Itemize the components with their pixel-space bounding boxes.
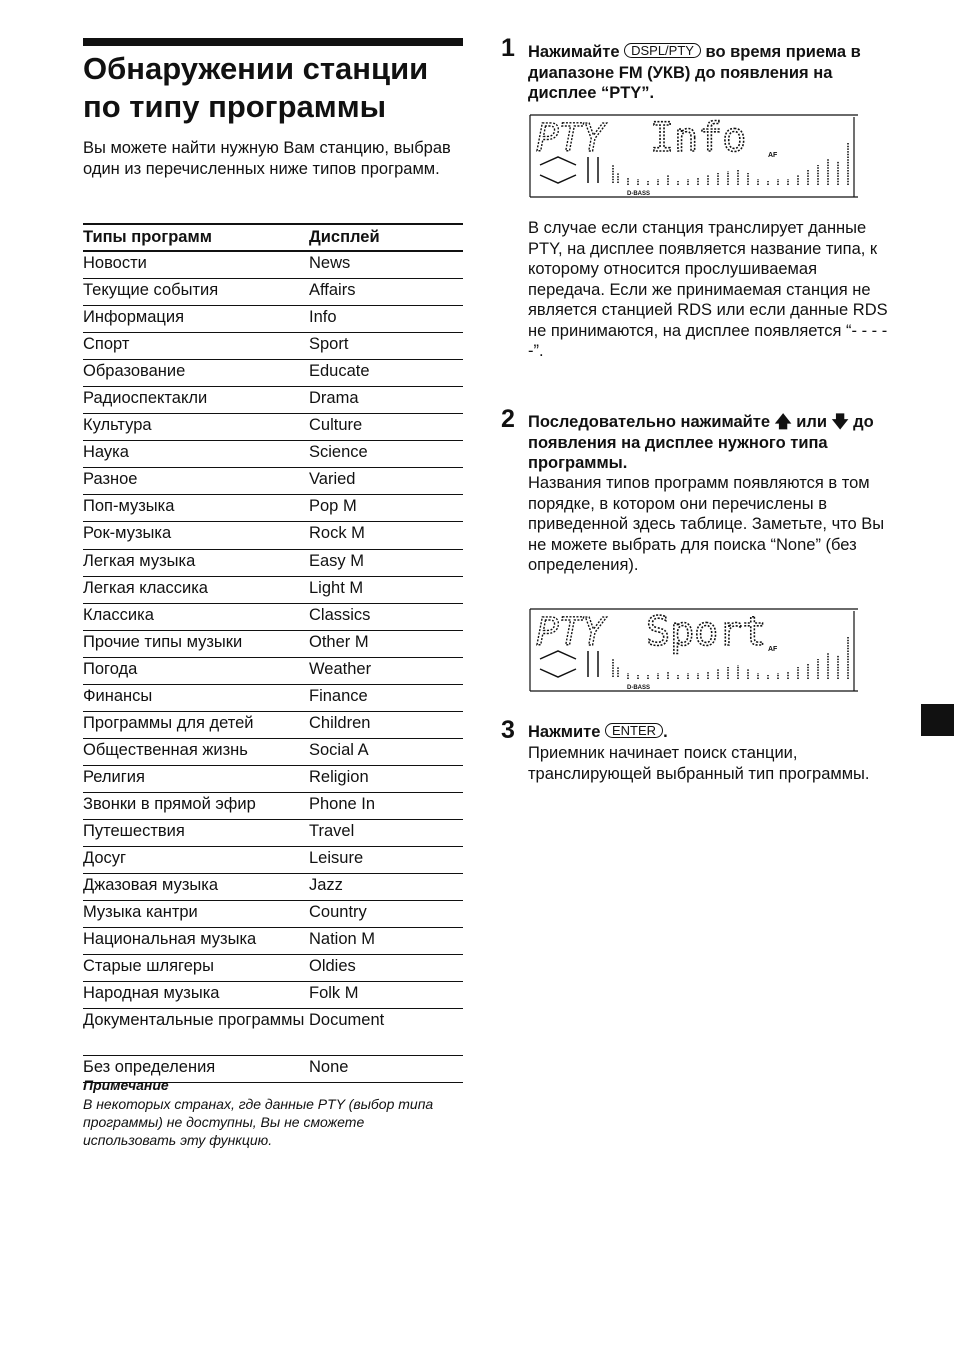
step-1-head-pre: Нажимайте (528, 43, 620, 61)
display-name-cell: Children (309, 711, 463, 738)
step-1-body: В случае если станция транслирует данные PTY, на дисплее появляется название типа, к которому относится прослушиваемая передача. Если же принимаемая станция не является станцией RDS или если данные RDS не принимаются, на дисплее появляется “- - - - -”. (528, 219, 888, 360)
display-name-cell: Country (309, 901, 463, 928)
program-type-cell: Документальные программы (83, 1009, 309, 1056)
step-2-number: 2 (501, 405, 515, 433)
table-row (83, 522, 463, 549)
table-row (83, 387, 463, 414)
display-name-cell: Other M (309, 630, 463, 657)
program-type-cell: Народная музыка (83, 982, 309, 1009)
lcd-af-label: AF (768, 646, 778, 653)
table-row (83, 1009, 463, 1056)
page-title: Обнаружении станции по типу программы (83, 51, 429, 124)
table-row (83, 251, 463, 279)
display-name-cell: Culture (309, 414, 463, 441)
step-2-head-post: до появления на дисплее нужного типа программы. (528, 413, 874, 472)
side-tab-marker (921, 704, 954, 736)
program-type-cell: Информация (83, 306, 309, 333)
table-row (83, 684, 463, 711)
program-type-cell: Общественная жизнь (83, 738, 309, 765)
program-type-cell: Звонки в прямой эфир (83, 792, 309, 819)
step-2-body: Названия типов программ появляются в том порядке, в котором они перечислены в приведенной здесь таблице. Заметьте, что Вы не можете выбрать для поиска “None” (без определения). (528, 474, 885, 574)
table-row (83, 955, 463, 982)
display-name-cell: Affairs (309, 279, 463, 306)
display-name-cell: Travel (309, 819, 463, 846)
lcd-display-sport (528, 607, 858, 693)
program-type-cell: Без определения (83, 1056, 309, 1083)
program-type-cell: Погода (83, 657, 309, 684)
lcd-volume-icon (540, 157, 598, 183)
program-type-cell: Радиоспектакли (83, 387, 309, 414)
table-body (83, 251, 463, 1083)
display-name-cell: Oldies (309, 955, 463, 982)
step-1-number: 1 (501, 34, 515, 62)
program-type-cell: Разное (83, 468, 309, 495)
lcd-left-text: PTY (536, 116, 605, 160)
down-arrow-icon: 🡇 (831, 413, 849, 431)
program-type-cell: Поп-музыка (83, 495, 309, 522)
title-rule (83, 38, 463, 46)
program-type-cell: Спорт (83, 333, 309, 360)
display-name-cell: Easy M (309, 549, 463, 576)
display-name-cell: Sport (309, 333, 463, 360)
display-name-cell: Finance (309, 684, 463, 711)
display-name-cell: Religion (309, 765, 463, 792)
display-name-cell: Science (309, 441, 463, 468)
table-header-row (83, 224, 463, 251)
display-name-cell: Nation M (309, 928, 463, 955)
table-row (83, 576, 463, 603)
display-name-cell: None (309, 1056, 463, 1083)
display-name-cell: Document (309, 1009, 463, 1056)
program-type-cell: Легкая музыка (83, 549, 309, 576)
lcd-dbass-label: D-BASS (627, 685, 651, 691)
lcd-right-text: Sport (646, 609, 767, 655)
table-row (83, 847, 463, 874)
header-program-types: Типы программ (83, 224, 309, 251)
display-name-cell: Light M (309, 576, 463, 603)
program-type-cell: Джазовая музыка (83, 874, 309, 901)
program-type-cell: Финансы (83, 684, 309, 711)
program-type-cell: Новости (83, 251, 309, 279)
program-type-cell: Прочие типы музыки (83, 630, 309, 657)
table-row (83, 603, 463, 630)
program-type-cell: Рок-музыка (83, 522, 309, 549)
table-row (83, 819, 463, 846)
lcd-af-label: AF (768, 152, 778, 159)
display-name-cell: Classics (309, 603, 463, 630)
lcd-left-text: PTY (536, 610, 605, 654)
table-row (83, 414, 463, 441)
step-1-heading (528, 42, 888, 104)
display-name-cell: Social A (309, 738, 463, 765)
intro-text: Вы можете найти нужную Вам станцию, выбрав один из перечисленных ниже типов программ. (83, 139, 451, 178)
program-type-cell: Путешествия (83, 819, 309, 846)
step-3-body: Приемник начинает поиск станции, транслирующей выбранный тип программы. (528, 744, 870, 783)
up-arrow-icon: 🡅 (774, 413, 792, 431)
step-1-head-post: во время приема в диапазоне FM (УКВ) до появления на дисплее “PTY”. (528, 43, 861, 102)
program-type-cell: Легкая классика (83, 576, 309, 603)
step-2-heading (528, 412, 888, 474)
lcd-display-info (528, 113, 858, 199)
program-type-cell: Музыка кантри (83, 901, 309, 928)
table-row (83, 792, 463, 819)
note-text: В некоторых странах, где данные PTY (выбор типа программы) не доступны, Вы не сможете использовать эту функцию. (83, 1096, 434, 1148)
program-type-cell: Классика (83, 603, 309, 630)
program-type-cell: Национальная музыка (83, 928, 309, 955)
step-3-number: 3 (501, 716, 515, 744)
display-name-cell: Folk M (309, 982, 463, 1009)
table-row (83, 928, 463, 955)
step-3-head-pre: Нажмите (528, 723, 601, 741)
program-type-cell: Образование (83, 360, 309, 387)
step-2-head-mid: или (796, 413, 827, 431)
table-row (83, 441, 463, 468)
program-type-cell: Старые шлягеры (83, 955, 309, 982)
step-3-head-post: . (663, 723, 668, 741)
display-name-cell: News (309, 251, 463, 279)
display-name-cell: Info (309, 306, 463, 333)
display-name-cell: Phone In (309, 792, 463, 819)
program-type-cell: Наука (83, 441, 309, 468)
lcd-volume-icon (540, 651, 598, 677)
table-row (83, 333, 463, 360)
table-row (83, 657, 463, 684)
program-type-cell: Религия (83, 765, 309, 792)
display-name-cell: Drama (309, 387, 463, 414)
enter-key: ENTER (605, 723, 663, 738)
table-row (83, 279, 463, 306)
table-row (83, 495, 463, 522)
lcd-right-text: Info (650, 115, 747, 161)
table-row (83, 874, 463, 901)
table-row (83, 738, 463, 765)
table-row (83, 360, 463, 387)
table-row (83, 306, 463, 333)
program-type-cell: Досуг (83, 847, 309, 874)
table-row (83, 765, 463, 792)
display-name-cell: Rock M (309, 522, 463, 549)
table-row (83, 711, 463, 738)
display-name-cell: Educate (309, 360, 463, 387)
step-2-head-pre: Последовательно нажимайте (528, 413, 771, 431)
display-name-cell: Leisure (309, 847, 463, 874)
program-type-cell: Культура (83, 414, 309, 441)
dspl-pty-key: DSPL/PTY (624, 43, 701, 58)
table-row (83, 630, 463, 657)
pty-table (83, 223, 463, 1083)
display-name-cell: Jazz (309, 874, 463, 901)
program-type-cell: Программы для детей (83, 711, 309, 738)
note-title: Примечание (83, 1077, 169, 1093)
display-name-cell: Weather (309, 657, 463, 684)
header-display: Дисплей (309, 224, 463, 251)
table-row (83, 468, 463, 495)
step-3-heading (528, 722, 888, 743)
lcd-dbass-label: D-BASS (627, 191, 651, 197)
table-row (83, 549, 463, 576)
table-row (83, 901, 463, 928)
display-name-cell: Varied (309, 468, 463, 495)
program-type-cell: Текущие события (83, 279, 309, 306)
display-name-cell: Pop M (309, 495, 463, 522)
table-row (83, 982, 463, 1009)
